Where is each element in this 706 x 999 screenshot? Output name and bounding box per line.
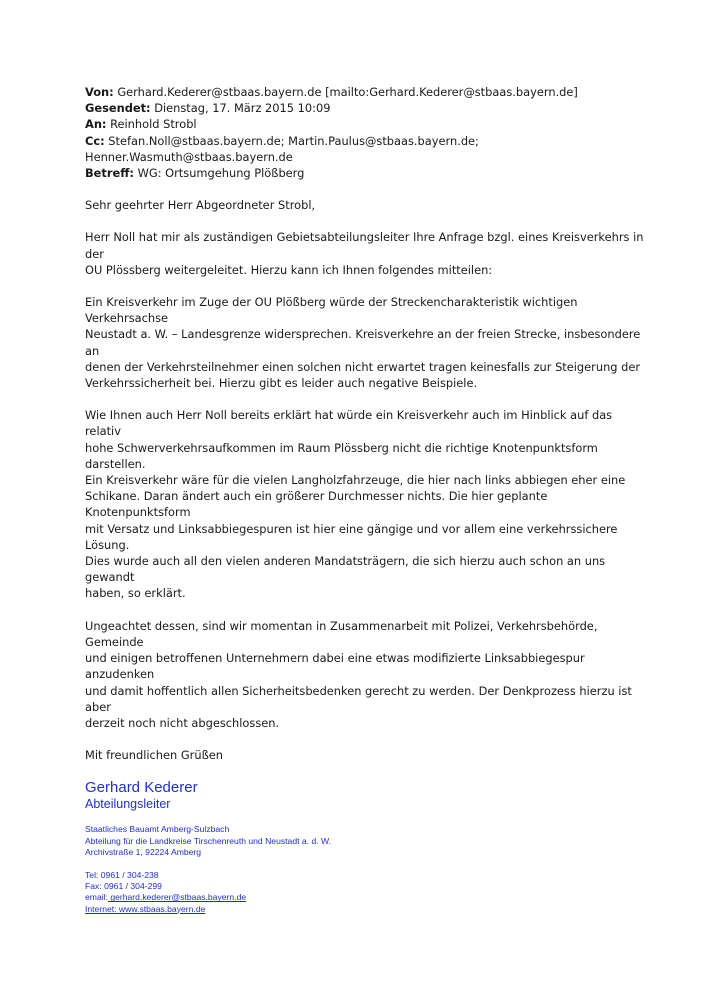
from-line	[85, 84, 645, 100]
subject-line	[85, 165, 645, 181]
sent-line	[85, 100, 645, 116]
closing: Mit freundlichen Grüßen	[85, 748, 223, 763]
text-line: OU Plössberg weitergeleitet. Hierzu kann ich Ihnen folgendes mitteilen:	[85, 262, 493, 277]
text-line: Wie Ihnen auch Herr Noll bereits erklärt hat würde ein Kreisverkehr auch im Hinblick auf das relativ	[85, 408, 613, 439]
email-header	[85, 84, 645, 181]
office-line: Archivstraße 1, 92224 Amberg	[85, 846, 202, 857]
cc-line	[85, 133, 645, 149]
fax-line: Fax: 0961 / 304-299	[85, 881, 162, 892]
text-line: Ungeachtet dessen, sind wir momentan in Zusammenarbeit mit Polizei, Verkehrsbehörde, Gemeinde	[85, 618, 598, 649]
text-line: Herr Noll hat mir als zuständigen Gebietsabteilungsleiter Ihre Anfrage bzgl. eines Kreisverkehrs in der	[85, 230, 644, 261]
email-label: email:	[85, 892, 108, 903]
sent-label: Gesendet:	[85, 101, 151, 116]
text-line: hohe Schwerverkehrsaufkommen im Raum Plössberg nicht die richtige Knotenpunktsform darstellen.	[85, 440, 598, 471]
text-line: Neustadt a. W. – Landesgrenze widersprechen. Kreisverkehre an der freien Strecke, insbesondere an	[85, 327, 641, 358]
body-paragraph-2	[85, 294, 645, 391]
text-line: und einigen betroffenen Unternehmern dabei eine etwas modifizierte Linksabbiegespur anzudenken	[85, 651, 585, 682]
to-value: Reinhold Strobl	[110, 117, 197, 132]
signature-office	[85, 824, 645, 858]
from-value: Gerhard.Kederer@stbaas.bayern.de [mailto:Gerhard.Kederer@stbaas.bayern.de]	[117, 85, 578, 99]
internet-link[interactable]: Internet: www.stbaas.bayern.de	[85, 903, 206, 914]
signature	[85, 779, 645, 914]
office-line: Staatliches Bauamt Amberg-Sulzbach	[85, 824, 230, 835]
cc-value-continued: Henner.Wasmuth@stbaas.bayern.de	[85, 149, 293, 164]
body-paragraph-1	[85, 229, 645, 278]
text-line: denen der Verkehrsteilnehmer einen solchen nicht erwartet tragen keinesfalls zur Steigerung der	[85, 359, 641, 374]
text-line: Ein Kreisverkehr im Zuge der OU Plößberg würde der Streckencharakteristik wichtigen Verkehrsachse	[85, 295, 578, 326]
salutation: Sehr geehrter Herr Abgeordneter Strobl,	[85, 198, 316, 213]
text-line: Verkehrssicherheit bei. Hierzu gibt es leider auch negative Beispiele.	[85, 376, 478, 391]
from-label: Von:	[85, 85, 114, 99]
signature-title: Abteilungsleiter	[85, 797, 171, 812]
signature-contact	[85, 870, 645, 915]
tel-line: Tel: 0961 / 304-238	[85, 869, 159, 880]
office-line: Abteilung für die Landkreise Tirschenreuth und Neustadt a. d. W.	[85, 835, 332, 846]
text-line: Dies wurde auch all den vielen anderen Mandatsträgern, die sich hierzu auch schon an uns gewandt	[85, 554, 606, 585]
cc-line-continued	[85, 149, 645, 165]
body-paragraph-3	[85, 407, 645, 601]
text-line: Ein Kreisverkehr wäre für die vielen Langholzfahrzeuge, die hier nach links abbiegen eher eine	[85, 473, 626, 488]
cc-label: Cc:	[85, 133, 105, 148]
subject-label: Betreff:	[85, 166, 134, 181]
text-line: Schikane. Daran ändert auch ein größerer Durchmesser nichts. Die hier geplante Knotenpunktsform	[85, 489, 548, 520]
text-line: derzeit noch nicht abgeschlossen.	[85, 715, 280, 730]
sent-value: Dienstag, 17. März 2015 10:09	[154, 101, 331, 116]
signature-name: Gerhard Kederer	[85, 779, 198, 797]
text-line: mit Versatz und Linksabbiegespuren ist hier eine gängige und vor allem eine verkehrssichere Lösung.	[85, 521, 618, 552]
text-line: haben, so erklärt.	[85, 586, 186, 601]
cc-value: Stefan.Noll@stbaas.bayern.de; Martin.Paulus@stbaas.bayern.de;	[108, 133, 479, 148]
email-line	[85, 892, 645, 903]
email-document	[85, 84, 645, 915]
to-line	[85, 116, 645, 132]
email-link[interactable]: gerhard.kederer@stbaas.bayern.de	[107, 892, 247, 903]
text-line: und damit hoffentlich allen Sicherheitsbedenken gerecht zu werden. Der Denkprozess hierzu ist aber	[85, 683, 632, 714]
to-label: An:	[85, 117, 107, 132]
body-paragraph-4	[85, 618, 645, 731]
subject-value: WG: Ortsumgehung Plößberg	[137, 166, 305, 181]
